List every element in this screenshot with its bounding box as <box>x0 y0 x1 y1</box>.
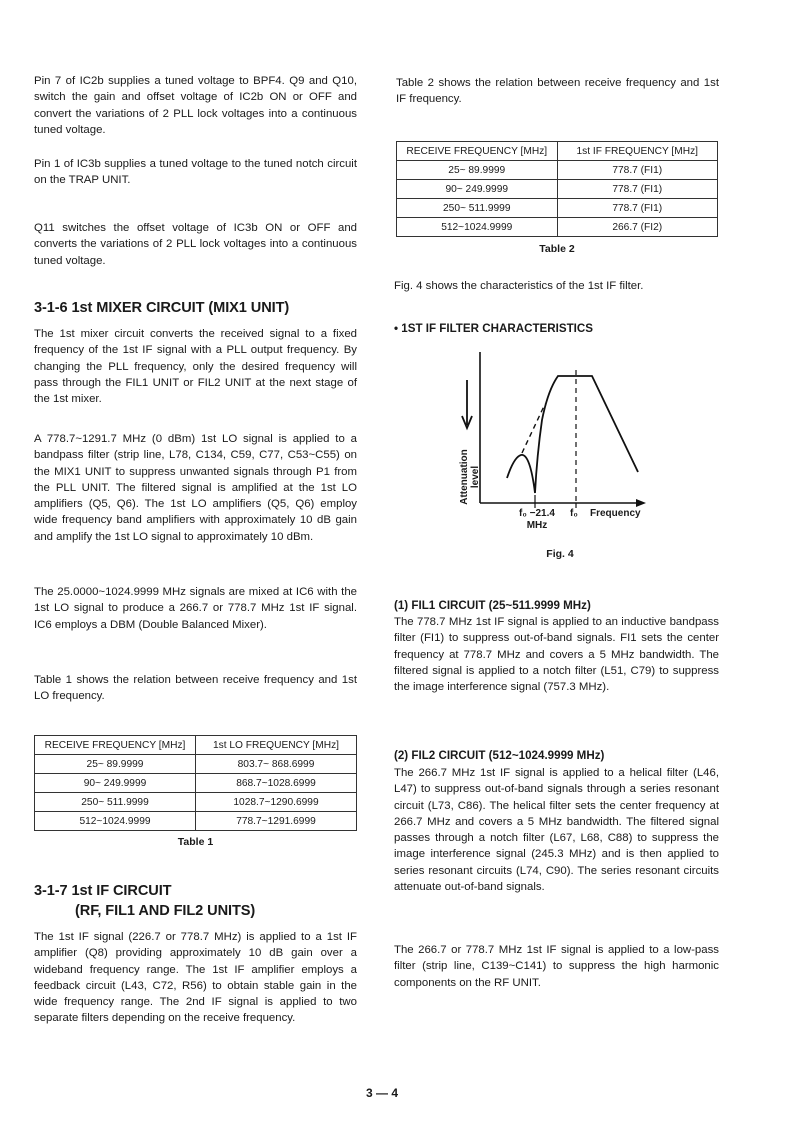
table-cell: 868.7~1028.6999 <box>196 774 357 793</box>
paragraph-table2-intro: Table 2 shows the relation between receive frequency and 1st IF frequency. <box>396 77 719 106</box>
table-2 <box>396 141 718 237</box>
table-header-cell: 1st LO FREQUENCY [MHz] <box>196 736 357 755</box>
table-cell: 778.7 (FI1) <box>557 180 718 199</box>
table-cell: 250~ 511.9999 <box>397 199 558 218</box>
table-1-caption: Table 1 <box>177 836 214 848</box>
figure-4-filter-characteristics <box>420 340 660 540</box>
paragraph-fil2: The 266.7 MHz 1st IF signal is applied to a helical filter (L46, L47) to suppress out-of-band signals through a series resonant circuit (L73, C86). The helical filter sets the center frequency at 266.7 MHz and covers a 5 MHz bandwidth. The filtered signal passes through a notch filter (L67, L68, C88) to suppress the image interference signal (245.3 MHz) and is then applied to series resonant circuits (L74, C90). The series resonant circuits attenuate out-of-band signals. <box>394 767 719 894</box>
table-cell: 25~ 89.9999 <box>35 755 196 774</box>
figure-title: • 1ST IF FILTER CHARACTERISTICS <box>394 322 594 335</box>
table-row <box>397 161 718 180</box>
center-frequency-tick-label: f₀ <box>570 508 578 519</box>
notch-frequency-tick-label <box>502 508 572 532</box>
table-row <box>35 755 357 774</box>
paragraph-q11: Q11 switches the offset voltage of IC3b ON or OFF and converts the variations of 2 PLL lock voltages into a continuous tuned voltage. <box>34 222 357 267</box>
section-heading-317-line2: (RF, FIL1 AND FIL2 UNITS) <box>75 903 256 919</box>
table-cell: 250~ 511.9999 <box>35 793 196 812</box>
table-header-cell: RECEIVE FREQUENCY [MHz] <box>35 736 196 755</box>
page-number: 3 — 4 <box>366 1086 399 1100</box>
section-heading-316: 3-1-6 1st MIXER CIRCUIT (MIX1 UNIT) <box>34 300 290 316</box>
table-cell: 803.7~ 868.6999 <box>196 755 357 774</box>
paragraph-lo-signal: A 778.7~1291.7 MHz (0 dBm) 1st LO signal is applied to a bandpass filter (strip line, L78, C134, C59, C77, C53~C55) on the MIX1 UNIT to suppress unwanted signals through P1 from the PLL UNIT. The filtered signal is amplified at the 1st LO amplifiers (Q5, Q6). The 1st LO amplifiers (Q5, Q6) employ wide frequency band amplifiers with approximately 10 dB gain and amplify the 1st LO signal to approximately 10 dBm. <box>34 433 357 543</box>
paragraph-lowpass: The 266.7 or 778.7 MHz 1st IF signal is applied to a low-pass filter (strip line, C139~C141) to suppress the high harmonic components on the RF UNIT. <box>394 944 719 989</box>
table-cell: 25~ 89.9999 <box>397 161 558 180</box>
table-row <box>35 812 357 831</box>
table-cell: 778.7~1291.6999 <box>196 812 357 831</box>
paragraph-fil1: The 778.7 MHz 1st IF signal is applied to an inductive bandpass filter (FI1) to suppress out-of-band signals. FI1 sets the center frequency at 778.7 MHz and covers a 5 MHz bandwidth. The filtered signal is applied to a notch filter (L51, C79) to suppress the image interference signal (757.3 MHz). <box>394 616 719 694</box>
table-header-cell: 1st IF FREQUENCY [MHz] <box>557 142 718 161</box>
figure-4-caption: Fig. 4 <box>546 548 574 560</box>
table-row <box>35 793 357 812</box>
y-axis-label <box>456 440 516 505</box>
table-cell: 90~ 249.9999 <box>35 774 196 793</box>
table-cell: 778.7 (FI1) <box>557 199 718 218</box>
y-axis-label-line1: Attenuation <box>458 449 470 505</box>
paragraph-pin1: Pin 1 of IC3b supplies a tuned voltage to the tuned notch circuit on the TRAP UNIT. <box>34 158 357 187</box>
table-cell: 778.7 (FI1) <box>557 161 718 180</box>
section-heading-317-line1: 3-1-7 1st IF CIRCUIT <box>34 883 172 899</box>
fil1-heading: (1) FIL1 CIRCUIT (25~511.9999 MHz) <box>394 599 591 612</box>
table-row <box>397 199 718 218</box>
table-cell: 512~1024.9999 <box>35 812 196 831</box>
table-2-caption: Table 2 <box>539 243 575 255</box>
table-row <box>397 218 718 237</box>
paragraph-mixer-intro: The 1st mixer circuit converts the received signal to a fixed frequency of the 1st IF signal with a PLL output frequency. By changing the PLL frequency, only the desired frequency will pass through the FIL1 UNIT or FIL2 UNIT at the next stage of the 1st mixer. <box>34 328 357 406</box>
table-cell: 1028.7~1290.6999 <box>196 793 357 812</box>
paragraph-table1-intro: Table 1 shows the relation between receive frequency and 1st LO frequency. <box>34 674 357 703</box>
table-cell: 90~ 249.9999 <box>397 180 558 199</box>
table-header-cell: RECEIVE FREQUENCY [MHz] <box>397 142 558 161</box>
table-cell: 266.7 (FI2) <box>557 218 718 237</box>
notch-tick-line1: f₀ −21.4 <box>519 508 555 519</box>
paragraph-fig4-intro: Fig. 4 shows the characteristics of the 1st IF filter. <box>394 280 644 292</box>
paragraph-pin7: Pin 7 of IC2b supplies a tuned voltage to BPF4. Q9 and Q10, switch the gain and offset voltage of IC2b ON or OFF and convert the variations of 2 PLL lock voltages into a continuous tuned voltage. <box>34 75 357 136</box>
paragraph-1st-if: The 1st IF signal (226.7 or 778.7 MHz) is applied to a 1st IF amplifier (Q8) providing approximately 10 dB gain over a wideband frequency range. The 1st IF amplifier employs a feedback circuit (L43, C72, R56) to obtain stable gain in the wide frequency range. The 2nd IF signal is applied to two separate filters depending on the receive frequency. <box>34 931 357 1025</box>
notch-tick-line2: MHz <box>526 520 548 531</box>
table-1 <box>34 735 357 831</box>
table-row <box>35 774 357 793</box>
table-header-row <box>35 736 357 755</box>
y-axis-label-line2: level <box>469 465 481 489</box>
paragraph-ic6-mixing: The 25.0000~1024.9999 MHz signals are mixed at IC6 with the 1st LO signal to produce a 266.7 or 778.7 MHz 1st IF signal. IC6 employs a DBM (Double Balanced Mixer). <box>34 586 357 631</box>
table-cell: 512~1024.9999 <box>397 218 558 237</box>
table-row <box>397 180 718 199</box>
fil2-heading: (2) FIL2 CIRCUIT (512~1024.9999 MHz) <box>394 749 605 762</box>
table-header-row <box>397 142 718 161</box>
x-axis-label: Frequency <box>590 508 641 519</box>
